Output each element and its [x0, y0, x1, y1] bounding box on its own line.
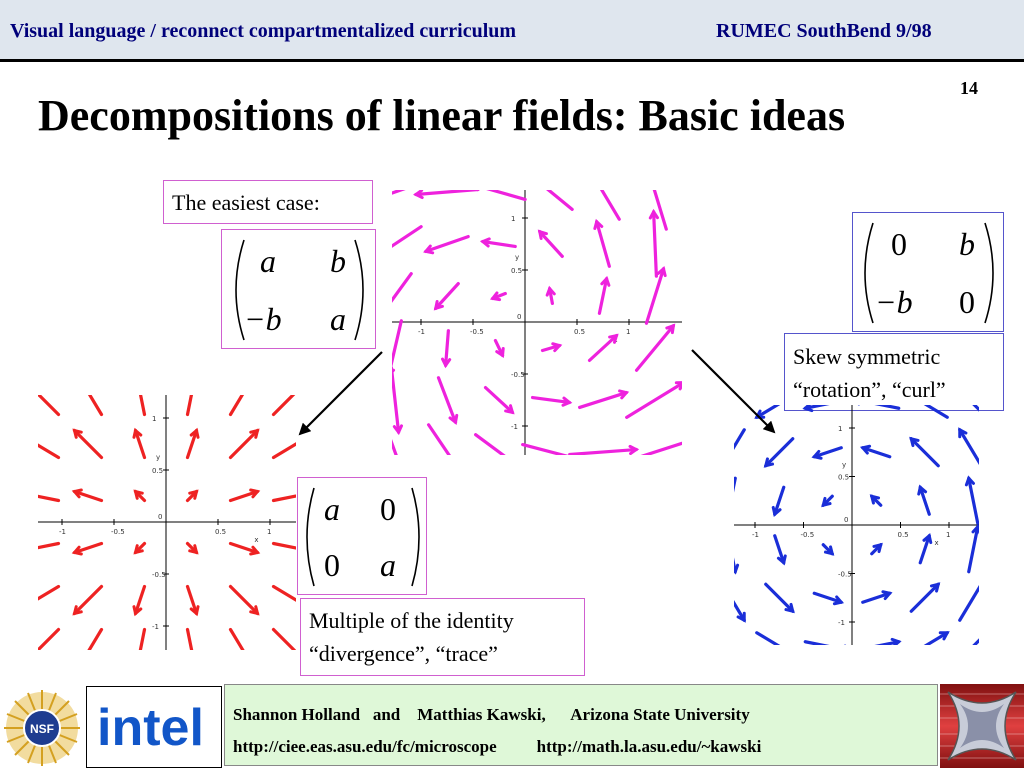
m1-a22: a	[330, 301, 346, 337]
field-arrow	[872, 496, 881, 505]
field-arrow	[902, 405, 947, 417]
field-arrow	[426, 237, 468, 253]
y-tick-label: 1	[838, 425, 843, 433]
header-event: RUMEC SouthBend 9/98	[716, 20, 932, 42]
y-tick-label: -0.5	[152, 571, 166, 579]
field-arrow	[627, 383, 682, 418]
field-arrow	[486, 388, 513, 413]
field-arrow	[188, 544, 197, 553]
slide-number: 14	[960, 78, 978, 98]
field-arrow	[38, 630, 59, 651]
url-kawski[interactable]: http://math.la.asu.edu/~kawski	[536, 737, 762, 756]
field-arrow	[547, 289, 554, 304]
field-arrow	[476, 435, 523, 455]
field-arrow	[580, 391, 627, 407]
rotation-field-plot	[734, 405, 979, 645]
divergence-field-plot	[38, 395, 296, 650]
x-tick-label: 1	[946, 531, 951, 539]
x-tick-label: -1	[752, 531, 759, 539]
field-arrow	[960, 575, 979, 620]
y-tick-label: 0.5	[152, 467, 164, 475]
y-axis-label: y	[156, 453, 161, 462]
y-tick-label: 0.5	[838, 473, 850, 482]
identity-matrix	[297, 477, 427, 595]
field-arrow	[231, 490, 258, 501]
field-arrow	[133, 630, 144, 651]
field-arrow	[854, 639, 899, 645]
x-axis-label: x	[613, 336, 618, 344]
y-tick-label: -1	[511, 423, 518, 431]
field-arrow	[75, 544, 102, 555]
field-arrow	[775, 536, 786, 563]
field-arrow	[969, 527, 979, 572]
credits-box	[224, 684, 938, 766]
field-arrow	[766, 584, 793, 611]
field-arrow	[75, 587, 102, 614]
field-arrow	[188, 630, 199, 651]
m2-a21: −b	[875, 284, 913, 320]
y-tick-label: 1	[152, 415, 157, 423]
field-arrow	[188, 431, 199, 458]
field-arrow	[805, 405, 850, 411]
field-arrow	[274, 431, 297, 458]
field-arrow	[134, 587, 145, 614]
field-arrow	[274, 587, 297, 614]
skew-matrix	[852, 212, 1004, 332]
field-arrow	[493, 293, 506, 300]
field-arrow	[823, 545, 832, 554]
field-arrow	[766, 439, 793, 466]
easiest-matrix	[221, 229, 376, 349]
field-arrow	[231, 630, 258, 651]
m2-a22: 0	[959, 284, 975, 320]
slide-header	[0, 0, 1024, 62]
origin-label: 0	[844, 516, 849, 524]
x-axis-label: x	[254, 536, 259, 544]
y-tick-label: -0.5	[838, 570, 852, 579]
field-arrow	[416, 190, 478, 198]
field-arrow	[590, 336, 617, 361]
m2-a12: b	[959, 226, 975, 262]
skew-symmetric-label	[784, 333, 1004, 411]
x-tick-label: -0.5	[470, 328, 484, 336]
authors-line: Shannon Holland and Matthias Kawski, Arizona State University	[233, 705, 750, 724]
field-arrow	[919, 487, 930, 514]
easiest-matrix-brackets	[222, 230, 377, 350]
skew-line1: Skew symmetric	[793, 344, 941, 369]
field-arrow	[902, 633, 947, 645]
x-tick-label: 1	[267, 528, 272, 536]
field-arrow	[599, 279, 608, 314]
x-tick-label: -1	[59, 528, 66, 536]
field-arrow	[570, 446, 637, 454]
field-arrow	[188, 395, 199, 415]
field-arrow	[966, 478, 977, 523]
field-arrow	[136, 544, 145, 553]
x-axis-label: x	[934, 539, 939, 547]
field-arrow	[587, 190, 619, 219]
y-tick-label: 1	[511, 215, 516, 223]
identity-label	[300, 598, 585, 676]
field-arrow	[854, 405, 899, 408]
field-arrow	[134, 431, 145, 458]
field-arrow	[734, 527, 738, 572]
m3-a12: 0	[380, 491, 396, 527]
field-arrow	[38, 587, 59, 614]
field-arrow	[734, 624, 753, 645]
field-arrow	[757, 405, 802, 417]
field-arrow	[274, 630, 297, 651]
field-arrow	[734, 430, 744, 475]
y-tick-label: 0.5	[511, 267, 523, 275]
field-arrow	[595, 222, 609, 267]
field-arrow	[392, 274, 411, 319]
field-arrow	[533, 398, 570, 406]
identity-line1: Multiple of the identity	[309, 608, 514, 633]
field-arrow	[542, 344, 559, 351]
field-arrow	[473, 190, 525, 199]
field-arrow	[617, 438, 682, 455]
x-tick-label: 0.5	[897, 531, 909, 539]
field-arrow	[911, 439, 938, 466]
skew-matrix-brackets	[853, 213, 1005, 333]
field-arrow	[757, 633, 802, 645]
field-arrow	[823, 496, 832, 505]
field-arrow	[429, 425, 466, 455]
field-arrow	[274, 544, 297, 555]
field-arrow	[231, 544, 258, 555]
field-arrow	[231, 587, 258, 614]
y-tick-label: -0.5	[511, 371, 525, 379]
field-arrow	[872, 545, 881, 554]
field-arrow	[540, 232, 563, 257]
origin-label: 0	[517, 313, 522, 321]
intel-text: intel	[97, 699, 204, 757]
field-arrow	[911, 584, 938, 611]
easiest-case-text: The easiest case:	[172, 190, 320, 215]
arrow-to-divergence	[300, 352, 382, 434]
field-arrow	[495, 341, 503, 356]
field-arrow	[392, 321, 401, 375]
field-arrow	[960, 430, 979, 475]
field-arrow	[863, 592, 890, 603]
field-arrow	[863, 446, 890, 457]
field-arrow	[650, 212, 657, 276]
asu-emblem	[940, 684, 1024, 768]
urls-line	[233, 737, 933, 757]
m3-a11: a	[324, 491, 340, 527]
x-tick-label: 1	[626, 328, 631, 336]
field-arrow	[438, 378, 456, 423]
field-arrow	[38, 395, 59, 415]
easiest-case-label	[163, 180, 373, 224]
m2-a11: 0	[891, 226, 907, 262]
field-arrow	[188, 492, 197, 501]
nsf-logo	[0, 686, 84, 768]
field-arrow	[805, 642, 850, 645]
nsf-text: NSF	[30, 722, 54, 736]
field-arrow	[136, 492, 145, 501]
x-tick-label: -1	[418, 328, 425, 336]
field-arrow	[637, 326, 674, 371]
field-arrow	[38, 431, 59, 458]
field-arrow	[530, 190, 572, 209]
field-arrow	[951, 624, 979, 645]
field-arrow	[75, 395, 102, 415]
m1-a11: a	[260, 243, 276, 279]
y-tick-label: -1	[838, 619, 845, 627]
field-arrow	[188, 587, 199, 614]
field-arrow	[274, 395, 297, 415]
field-arrow	[436, 284, 459, 309]
field-arrow	[951, 405, 979, 426]
field-arrow	[392, 415, 410, 455]
m3-a21: 0	[324, 547, 340, 583]
skew-line2: “rotation”, “curl”	[793, 377, 946, 402]
field-arrow	[75, 431, 102, 458]
identity-line2: “divergence”, “trace”	[309, 641, 498, 666]
y-axis-label: y	[515, 253, 520, 262]
x-tick-label: 0.5	[574, 328, 586, 336]
field-arrow	[392, 368, 401, 432]
field-arrow	[734, 478, 735, 523]
m1-a21: −b	[244, 301, 282, 337]
field-arrow	[75, 630, 102, 651]
field-arrow	[773, 487, 784, 514]
x-tick-label: -0.5	[111, 528, 125, 536]
x-tick-label: 0.5	[215, 528, 227, 536]
intel-logo-mark	[87, 687, 221, 767]
field-arrow	[734, 575, 744, 620]
header-course-title: Visual language / reconnect compartmentalized curriculum	[10, 20, 517, 42]
url-microscope[interactable]: http://ciee.eas.asu.edu/fc/microscope	[233, 737, 497, 756]
field-arrow	[231, 431, 258, 458]
m1-a12: b	[330, 243, 346, 279]
field-arrow	[75, 490, 102, 501]
origin-label: 0	[158, 513, 163, 521]
field-arrow	[734, 405, 753, 426]
slide-title: Decompositions of linear fields: Basic ideas	[38, 91, 846, 140]
field-arrow	[443, 331, 450, 366]
y-tick-label: -1	[152, 623, 159, 631]
intel-logo	[86, 686, 222, 768]
x-tick-label: -0.5	[800, 531, 815, 539]
field-arrow	[392, 227, 421, 262]
field-arrow	[814, 448, 841, 459]
field-arrow	[231, 395, 258, 415]
field-arrow	[814, 593, 841, 604]
identity-matrix-brackets	[298, 478, 428, 596]
field-arrow	[38, 489, 59, 500]
field-arrow	[133, 395, 144, 415]
field-arrow	[483, 239, 515, 247]
field-arrow	[38, 544, 59, 555]
y-axis-label: y	[842, 460, 847, 469]
m3-a22: a	[380, 547, 396, 583]
field-arrow	[274, 489, 297, 500]
field-arrow	[920, 536, 931, 563]
combined-field-plot	[392, 190, 682, 455]
